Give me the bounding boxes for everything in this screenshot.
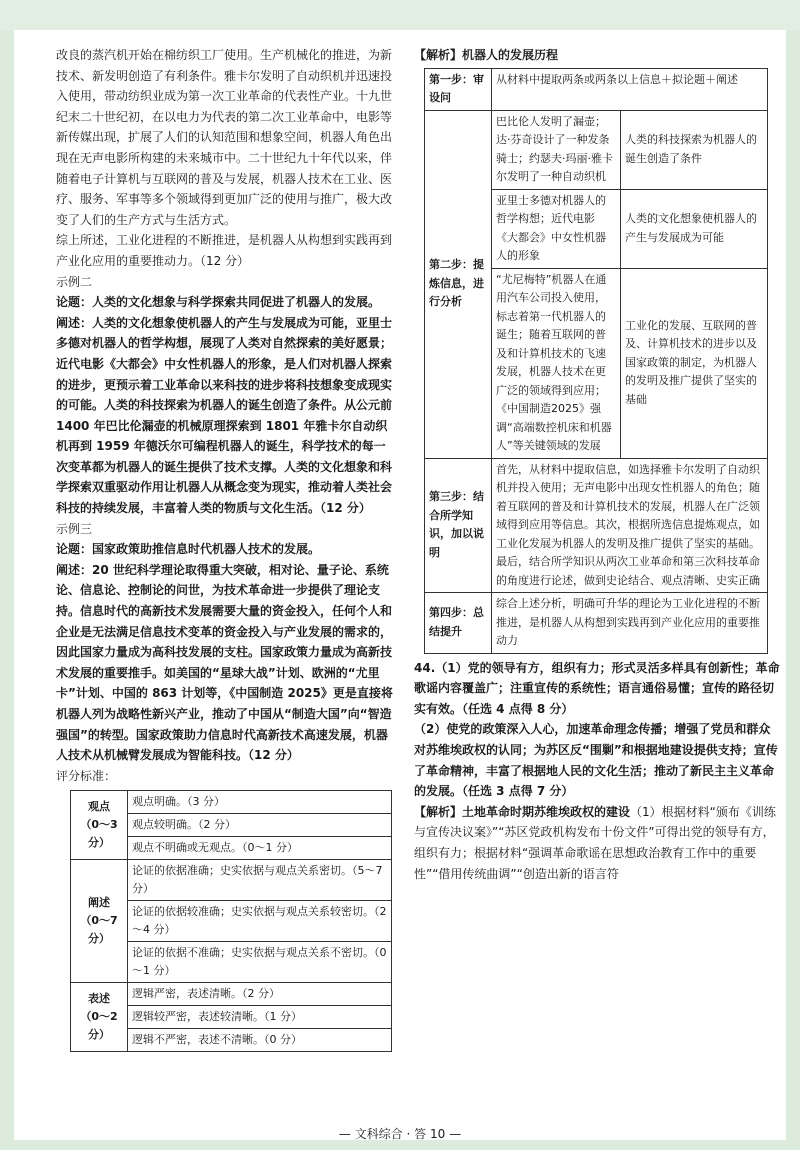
example-3-body: 阐述：20 世纪科学理论取得重大突破，相对论、量子论、系统论、信息论、控制论的问世，为技术革命进一步提供了理论支持。信息时代的高新技术发展需要大量的资金投入，任何个人和企业是无法满足信息技术变革的资金投入与产业发展的需求的，因此国家力量成为高科技发展的支柱。国家政策力量成为高新技术发展的重要推手。如美国的“星球大战”计划、欧洲的“尤里卡”计划、中国的 863 计划等，《中国制造 2025》更是直接将机器人列为战略性新兴产业，推动了中国从“制造大国”向“智造强国”的转型。国家政策助力信息时代高新技术高速发展，机器人技术从机械臂发展成为智能科技。（12 分） (56, 562, 393, 763)
step1-text: 从材料中提取两条或两条以上信息＋拟论题＋阐述 (492, 68, 768, 110)
example-3-title: 示例三 (56, 521, 93, 536)
score-cat-elaboration: 阐述 （0～7 分） (71, 860, 128, 983)
analysis-2-heading: 【解析】土地革命时期苏维埃政权的建设 (414, 804, 631, 819)
question-44-part1: 44.（1）党的领导有方，组织有力；形式灵活多样具有创新性；革命歌谣内容覆盖广；注重宣传的系统性；语言通俗易懂；宣传的路径切实有效。（任选 4 点得 8 分） (414, 660, 780, 716)
analysis-2 (414, 802, 780, 884)
question-44-part2: （2）使党的政策深入人心，加速革命理念传播；增强了党员和群众对苏维埃政权的认同；为苏区反“围剿”和根据地建设提供支持；宣传了革命精神，丰富了根据地人民的文化生活；推动了新民主主义革命的发展。（任选 3 点得 7 分） (414, 722, 778, 799)
score-cell: 观点较明确。（2 分） (128, 814, 392, 837)
paragraph-2: 综上所述，工业化进程的不断推进，是机器人从构想到实践再到产业化应用的重要推动力。（12 分） (56, 233, 393, 268)
score-cell: 观点不明确或无观点。（0～1 分） (128, 837, 392, 860)
step2-info: 巴比伦人发明了漏壶；达·芬奇设计了一种发条骑士；约瑟夫·玛丽·雅卡尔发明了一种自动织机 (492, 110, 621, 189)
top-bar (0, 0, 800, 30)
step2-info: 亚里士多德对机器人的哲学构想；近代电影《大都会》中女性机器人的形象 (492, 189, 621, 268)
example-3-thesis: 论题：国家政策助推信息时代机器人技术的发展。 (56, 542, 321, 557)
step2-view: 工业化的发展、互联网的普及、计算机技术的进步以及国家政策的制定，为机器人的发明及推广提供了坚实的基础 (621, 268, 768, 458)
step3-text: 首先，从材料中提取信息，如选择雅卡尔发明了自动织机并投入使用；无声电影中出现女性机器人的角色；随着互联网的普及和计算机技术的发展，机器人在广泛领域得到应用等信息。其次，根据所选信息提炼观点，如工业化发展为机器人的发明及推广提供了坚实的基础。最后，结合所学知识从两次工业革命和第三次科技革命的角度进行论述，做到史论结合、观点清晰、史实正确 (492, 458, 768, 593)
step2-info: “尤尼梅特”机器人在通用汽车公司投入使用，标志着第一代机器人的诞生；随着互联网的普及和计算机技术的飞速发展，机器人技术在更广泛的领域得到应用；《中国制造2025》强调“高端数控机床和机器人”等关键领域的发展 (492, 268, 621, 458)
page-footer: — 文科综合 · 答 10 — (338, 1127, 462, 1141)
score-cell: 论证的依据较准确；史实依据与观点关系较密切。（2～4 分） (128, 901, 392, 942)
score-cell: 逻辑较严密，表述较清晰。（1 分） (128, 1006, 392, 1029)
scoring-table (70, 790, 392, 1052)
score-cell: 逻辑严密，表述清晰。（2 分） (128, 983, 392, 1006)
analysis-2-text: （1）根据材料“颁布《训练与宣传决议案》”“苏区党政机构发布十份文件”可得出党的领导有方，组织有力；根据材料“强调革命歌谣在思想政治教育工作中的重要性”“借用传统曲调”“创造出新的语言符 (414, 804, 776, 881)
step3-label: 第三步：结合所学知识，加以说明 (425, 458, 492, 593)
step2-view: 人类的文化想象使机器人的产生与发展成为可能 (621, 189, 768, 268)
paragraph-1: 改良的蒸汽机开始在棉纺织工厂使用。生产机械化的推进，为新技术、新发明创造了有利条件。雅卡尔发明了自动织机并迅速投入使用，带动纺织业成为第一次工业革命的代表性产业。十九世纪末二十世纪初，在以电力为代表的第二次工业革命中，电影等新传媒出现，扩展了人们的认知范围和想象空间，机器人角色出现在无声电影所构建的未来城市中。二十世纪九十年代以来，伴随着电子计算机与互联网的普及与发展，机器人技术在工业、医疗、服务、军事等多个领域得到更加广泛的使用与推广，极大改变了人们的生产方式与生活方式。 (56, 48, 393, 227)
score-cat-viewpoint: 观点 （0～3 分） (71, 791, 128, 860)
right-column (414, 45, 780, 884)
score-title: 评分标准： (56, 768, 117, 783)
score-cell: 逻辑不严密，表述不清晰。（0 分） (128, 1029, 392, 1052)
example-2-title: 示例二 (56, 274, 93, 289)
example-2-body: 阐述：人类的文化想象使机器人的产生与发展成为可能，亚里士多德对机器人的哲学构想，展现了人类对自然探索的美好愿景；近代电影《大都会》中女性机器人的形象，是人们对机器人探索的进步，更预示着工业革命以来科技的进步将科技想象变成现实的可能。人类的科技探索为机器人的诞生创造了条件。从公元前1400 年巴比伦漏壶的机械原理探索到 1801 年雅卡尔自动织机再到 1959 年德沃尔可编程机器人的诞生，科学技术的每一次变革都为机器人的诞生提供了技术支撑。人类的文化想象和科学探索双重驱动作用让机器人从概念变为现实，推动着人类社会科技的持续发展，丰富着人类的物质与文化生活。（12 分） (56, 315, 393, 516)
score-cat-expression: 表述 （0～2 分） (71, 983, 128, 1052)
step2-label: 第二步：提炼信息，进行分析 (425, 110, 492, 458)
step1-label: 第一步：审设问 (425, 68, 492, 110)
score-cell: 论证的依据准确；史实依据与观点关系密切。（5～7 分） (128, 860, 392, 901)
score-cell: 观点明确。（3 分） (128, 791, 392, 814)
step2-view: 人类的科技探索为机器人的诞生创造了条件 (621, 110, 768, 189)
step4-text: 综合上述分析，明确可升华的理论为工业化进程的不断推进，是机器人从构想到实践再到产业化应用的重要推动力 (492, 593, 768, 654)
example-2-thesis: 论题：人类的文化想象与科学探索共同促进了机器人的发展。 (56, 295, 381, 310)
step4-label: 第四步：总结提升 (425, 593, 492, 654)
analysis-heading: 【解析】机器人的发展历程 (414, 48, 559, 62)
steps-table (424, 68, 768, 654)
score-cell: 论证的依据不准确；史实依据与观点关系不密切。（0～1 分） (128, 942, 392, 983)
left-column (56, 45, 396, 1052)
